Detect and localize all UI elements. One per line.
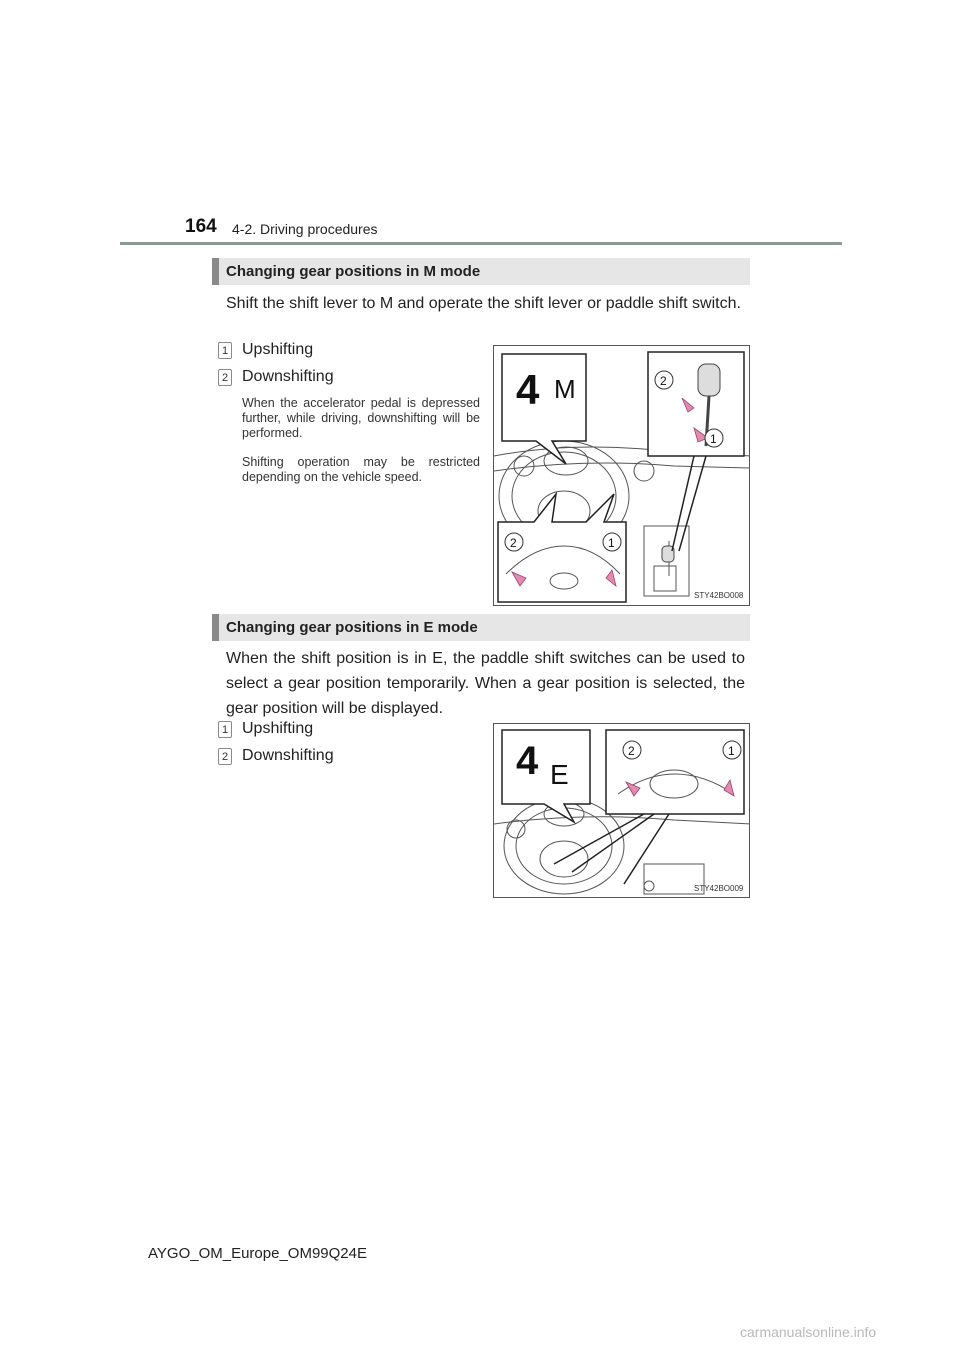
m-mode-title: Changing gear positions in M mode <box>212 258 750 285</box>
m-callout-1-paddle: 1 <box>608 536 615 550</box>
step-label: Upshifting <box>242 720 314 737</box>
step-number-badge: 2 <box>218 748 232 765</box>
m-mode-illustration <box>493 345 750 606</box>
m-mode-drawing <box>494 346 750 606</box>
m-note-accelerator: When the accelerator pedal is depressed further, while driving, downshifting will be performed. <box>242 396 480 440</box>
m-figure-code: STY42BO008 <box>694 591 744 600</box>
m-note-speed: Shifting operation may be restricted depending on the vehicle speed. <box>242 455 480 484</box>
e-mode-drawing <box>494 724 750 898</box>
m-callout-2-paddle: 2 <box>510 536 517 550</box>
document-code: AYGO_OM_Europe_OM99Q24E <box>148 1245 367 1262</box>
section-name: 4-2. Driving procedures <box>232 221 378 237</box>
e-display-mode: E <box>550 759 569 790</box>
e-step-upshifting <box>218 718 313 740</box>
e-callout-2: 2 <box>628 744 635 758</box>
step-label: Downshifting <box>242 747 334 764</box>
m-callout-2-lever: 2 <box>660 374 667 388</box>
step-number-badge: 1 <box>218 342 232 359</box>
m-callout-1-lever: 1 <box>710 432 717 446</box>
e-display-gear: 4 <box>516 739 539 783</box>
m-mode-intro: Shift the shift lever to M and operate the shift lever or paddle shift switch. <box>226 295 741 312</box>
m-step-downshifting <box>218 366 334 388</box>
page-number: 164 <box>185 216 217 237</box>
header-divider <box>120 242 842 245</box>
step-label: Upshifting <box>242 341 314 358</box>
step-label: Downshifting <box>242 368 334 385</box>
e-callout-1: 1 <box>728 744 735 758</box>
m-step-upshifting <box>218 339 313 361</box>
watermark: carmanualsonline.info <box>740 1324 877 1340</box>
step-number-badge: 1 <box>218 721 232 738</box>
e-mode-intro: When the shift position is in E, the paddle shift switches can be used to select a gear position temporarily. When a gear position is selected, the gear position will be displayed. <box>226 650 745 717</box>
e-step-downshifting <box>218 745 334 767</box>
step-number-badge: 2 <box>218 369 232 386</box>
e-mode-illustration <box>493 723 750 898</box>
e-figure-code: STY42BO009 <box>694 884 744 893</box>
m-display-mode: M <box>554 374 576 404</box>
e-mode-title: Changing gear positions in E mode <box>212 614 750 641</box>
m-display-gear: 4 <box>516 366 540 413</box>
